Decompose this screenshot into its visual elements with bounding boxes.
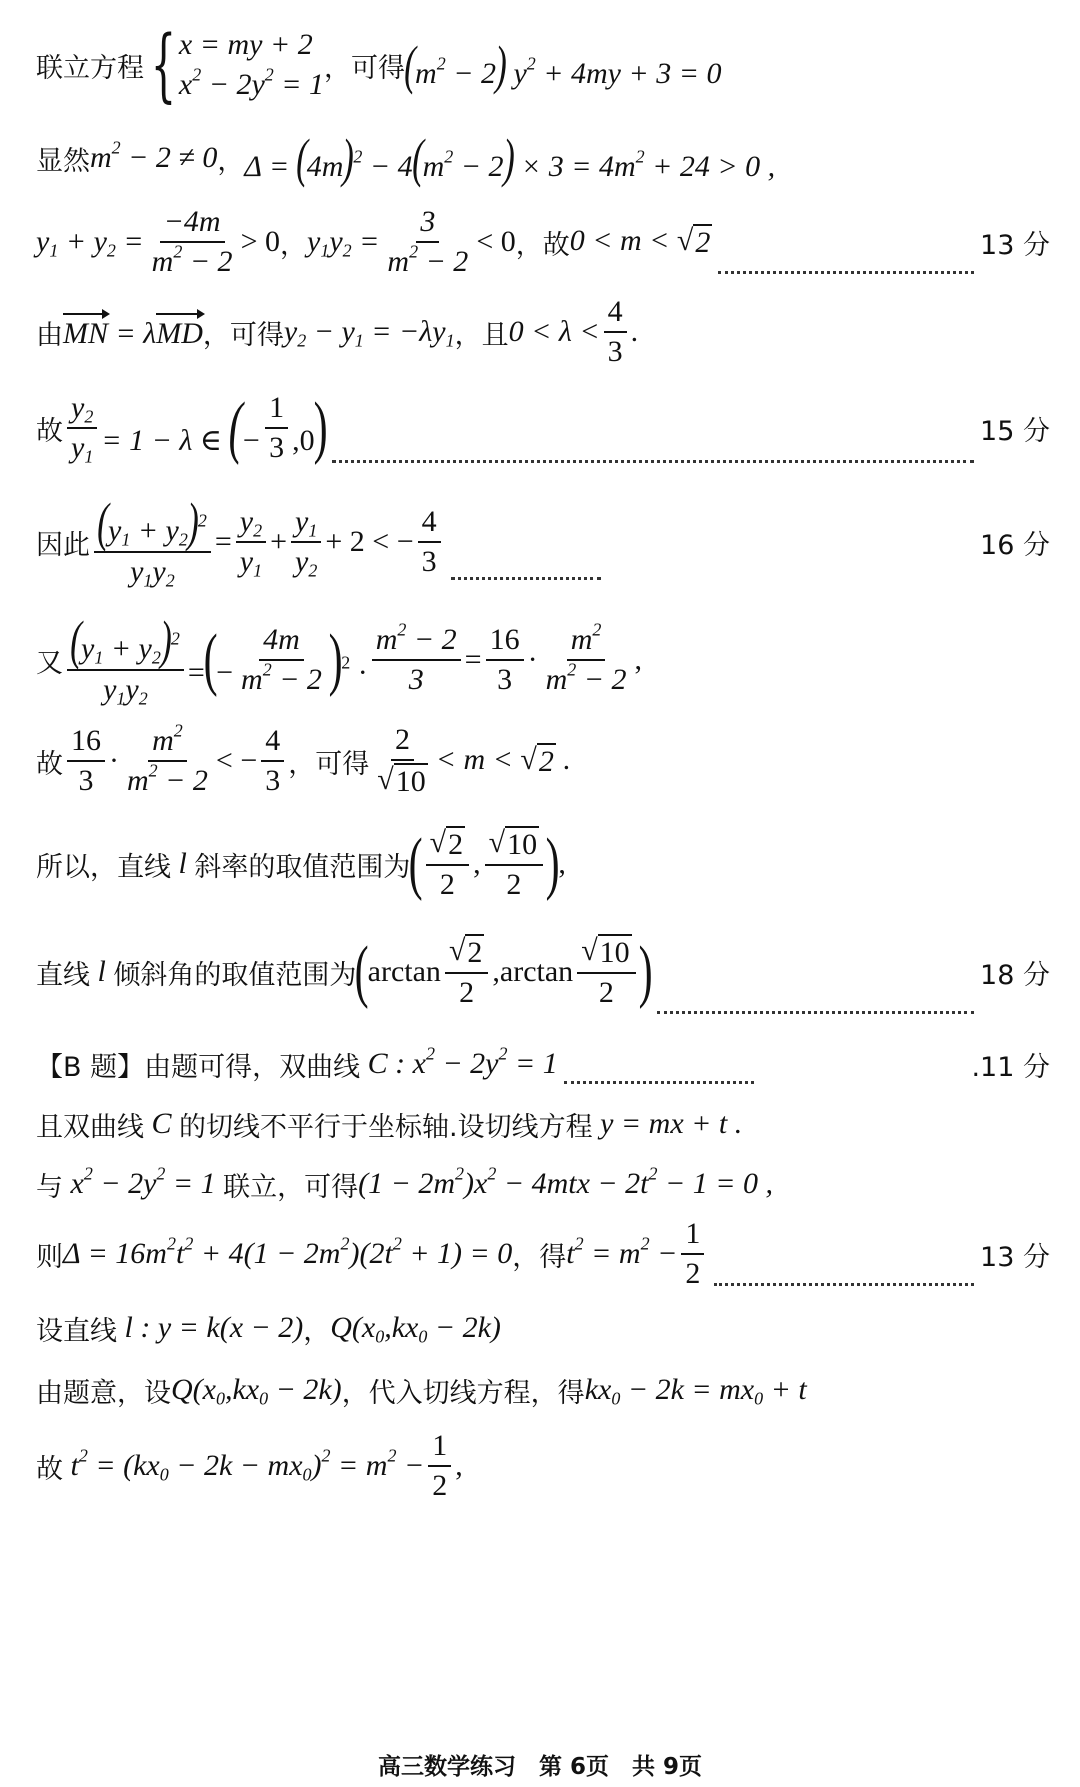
text-gu: 故 [36, 415, 63, 447]
text-xianran: 显然 [36, 145, 90, 177]
line-final [36, 1426, 1050, 1506]
frac-sqrt2-2: √ 2 2 [426, 826, 469, 903]
expr-comma-0: ,0) [292, 389, 328, 466]
expr-m-bound: < m < √ 2 . [435, 743, 571, 778]
line-substitute-q [36, 1362, 1050, 1418]
line-delta-zero [36, 1214, 1050, 1294]
expr-plus2-lt: + 2 < − [325, 525, 414, 558]
text-kede: ，可得 [202, 319, 284, 351]
expr-combined-quadratic: $(1 - 2m^2)x^2 - 4mtx - 2t^2 - 1 = 0$ , [358, 1163, 773, 1200]
text-substitute: ，代入切线方程，得 [341, 1377, 585, 1409]
line-slope-range [36, 814, 1050, 914]
expr-line-l: l : y = k(x − 2) [117, 1311, 304, 1344]
expr-sum-roots: $y_1 + y_2$ = [36, 225, 144, 261]
equals: =(− [187, 621, 234, 698]
text-gu: 故 [36, 1453, 63, 1485]
paren-sq: )$^2$ · [328, 621, 368, 698]
expr-m2-neq: $m^2 - 2 \ne 0$ [90, 137, 218, 174]
line-vector [36, 292, 1050, 372]
text-qie: 且双曲线 [36, 1111, 144, 1143]
right-paren: ) [638, 933, 653, 1010]
text-kede: ，可得 [324, 52, 406, 84]
expr-vector-eq: MN = λMD [63, 313, 203, 351]
expr-tangent: y = mx + t . [592, 1107, 743, 1140]
text-gu: 故 [36, 748, 63, 780]
frac-16-3: $\frac{16}{3}$ [486, 623, 524, 698]
score-dots [718, 271, 974, 274]
score-label: 18 分 [980, 959, 1050, 991]
frac-sum-sq-over-prod: $\frac{(y_1 + y_2)^2}{y_1y_2}$ [67, 613, 184, 708]
text-ze: 则 [36, 1241, 63, 1273]
expr-lt0: < 0 [476, 225, 516, 258]
text-yinci: 因此 [36, 529, 90, 561]
comma: , [455, 1449, 463, 1482]
frac-2-sqrt10: 2 √ 10 [377, 722, 426, 798]
page-footer: 高三数学练习 第 6页 共 9页 [377, 1754, 703, 1780]
expr-lambda-range: 0 < λ < [508, 315, 600, 348]
less-minus: < − [215, 744, 258, 777]
var-c: C [144, 1107, 180, 1140]
text-you: 由 [36, 319, 63, 351]
comma: , [558, 847, 566, 880]
frac-16-3: $\frac{16}{3}$ [67, 724, 105, 799]
line-angle-range [36, 922, 1050, 1022]
line-ratio [36, 385, 1050, 471]
score-label: 13 分 [980, 229, 1050, 261]
expr-m-range: 0 < m < √ 2 [569, 224, 711, 259]
frac-4m: $\frac{4m}{m^2 - 2}$ [241, 622, 322, 696]
text-comma: ， [303, 1315, 331, 1347]
text-combine: 联立，可得 [223, 1171, 359, 1203]
text-slope-range: 斜率的取值范围为 [194, 851, 411, 883]
score-dots [714, 1283, 974, 1286]
right-paren: ) [545, 825, 560, 902]
text-you2: 又 [36, 647, 63, 679]
frac-4-3: $\frac{4}{3}$ [261, 724, 284, 799]
quadratic-equation: $(m^2 - 2) y^2 + 4my + 3 = 0$ [404, 35, 722, 95]
text-comma: ， [279, 229, 307, 261]
expr-point-q: $Q(x_0,kx_0 - 2k)$ [330, 1311, 501, 1347]
left-paren: ( [355, 933, 369, 1010]
score-label: 15 分 [980, 415, 1050, 447]
text-lianli: 联立方程 [36, 52, 144, 84]
frac-1-2: $\frac{1}{2}$ [681, 1217, 704, 1292]
text-angle-range: 倾斜角的取值范围为 [113, 959, 357, 991]
frac-m2-over: $\frac{m^2}{m^2 - 2}$ [545, 619, 627, 696]
expr-hyperbola: C : $x^2 - 2y^2 = 1$ [360, 1043, 558, 1080]
frac-1-2: $\frac{1}{2}$ [428, 1429, 451, 1504]
frac-sum: $\frac{-4m}{m^2 - 2}$ [151, 204, 233, 278]
frac-m2-over: $\frac{m^2}{m^2 - 2}$ [127, 720, 208, 797]
line-set-line [36, 1300, 1050, 1356]
line-combine [36, 1156, 1050, 1212]
frac-sqrt10-2: √ 10 2 [577, 934, 635, 1011]
text-kede: ，可得 [288, 748, 370, 780]
text-tangent-desc: 的切线不平行于坐标轴.设切线方程 [179, 1111, 593, 1143]
line-vieta [36, 202, 1050, 282]
expr-delta: $\Delta = (4m)^2 - 4(m^2 - 2) \times 3 = 4m^2 + 24 > 0$ , [244, 128, 776, 188]
frac-sqrt2-2: √ 2 2 [445, 934, 488, 1011]
var-l: l [171, 847, 195, 880]
frac-sum-sq-over-prod: $\frac{(y_1 + y_2)^2}{y_1y_2}$ [94, 495, 211, 590]
score-label: .11 分 [971, 1051, 1050, 1083]
score-label: 16 分 [980, 529, 1050, 561]
equation-system: x = my + 2 $x^2 - 2y^2 = 1$ [178, 27, 325, 101]
line-inequality [36, 491, 1050, 591]
comma-arctan: ,arctan [492, 955, 574, 988]
text-suoyi: 所以，直线 [36, 851, 171, 883]
line-solve-m [36, 718, 1050, 804]
frac-y1-y2: $\frac{y_1}{y_2}$ [291, 505, 321, 580]
text-qie: ，且 [454, 319, 509, 351]
expr-substituted: $kx_0 - 2k = mx_0 + t$ [584, 1373, 807, 1409]
plus: + [270, 525, 288, 558]
expr-gt0: > 0 [240, 225, 280, 258]
equals: = [214, 525, 232, 558]
expr-t-sq: $t^2 = m^2$ − [566, 1233, 678, 1270]
expr-y-relation: $y_2 - y_1 = -\lambda y_1$ [283, 315, 455, 351]
frac-4-3: $\frac{4}{3}$ [418, 505, 441, 580]
line-system-equations [36, 18, 1050, 111]
expr-final: $t^2 = (kx_0 - 2k - mx_0)^2 = m^2$ − [63, 1445, 425, 1485]
text-de: ，得 [512, 1241, 567, 1273]
score-dots [451, 577, 601, 580]
text-zhixian: 直线 [36, 959, 90, 991]
var-l: l [90, 955, 114, 988]
frac-m2-2-over-3: $\frac{m^2 - 2}{3}$ [372, 623, 461, 698]
frac-4-3: $\frac{4}{3}$ [604, 295, 627, 370]
expr-prod-roots: $y_1y_2$ = [306, 225, 380, 261]
frac-sqrt10-2: √ 10 2 [485, 826, 543, 903]
line-substitution [36, 609, 1050, 709]
text-comma: ， [217, 145, 245, 177]
line-tangent [36, 1096, 1050, 1152]
comma: , [634, 643, 643, 676]
score-dots [332, 460, 974, 463]
expr-hyperbola: $x^2 - 2y^2 = 1$ [63, 1163, 224, 1200]
comma: , [473, 847, 481, 880]
score-dots [657, 1011, 974, 1014]
text-b-intro: 【B 题】由题可得，双曲线 [36, 1051, 361, 1083]
text-tiyi: 由题意，设 [36, 1377, 171, 1409]
left-paren: ( [409, 825, 423, 902]
text-yu: 与 [36, 1171, 63, 1203]
expr-delta-zero: $\Delta = 16m^2t^2 + 4(1 - 2m^2)(2t^2 + 1) = 0$ [63, 1233, 513, 1270]
equals: = [464, 643, 482, 676]
frac-prod: $\frac{3}{m^2 - 2}$ [387, 204, 469, 278]
frac-1-3: $\frac{1}{3}$ [265, 391, 288, 466]
frac-y2-y1: $\frac{y_2}{y_1}$ [67, 391, 97, 466]
text-she: 设直线 [36, 1315, 117, 1347]
text-gu: ，故 [515, 229, 570, 261]
score-label: 13 分 [980, 1241, 1050, 1273]
expr-point-q: $Q(x_0,kx_0 - 2k)$ [171, 1373, 342, 1409]
dot: · [109, 744, 119, 777]
score-dots [564, 1081, 754, 1084]
period: . [630, 315, 639, 348]
expr-ratio-range: = 1 − λ ∈ (− [101, 389, 262, 466]
line-b-question [36, 1036, 1050, 1092]
frac-y2-y1: $\frac{y_2}{y_1}$ [236, 505, 266, 580]
arctan-label: arctan [367, 955, 441, 988]
line-discriminant [36, 128, 1050, 188]
left-brace: { [150, 18, 177, 111]
dot: · [527, 643, 538, 676]
